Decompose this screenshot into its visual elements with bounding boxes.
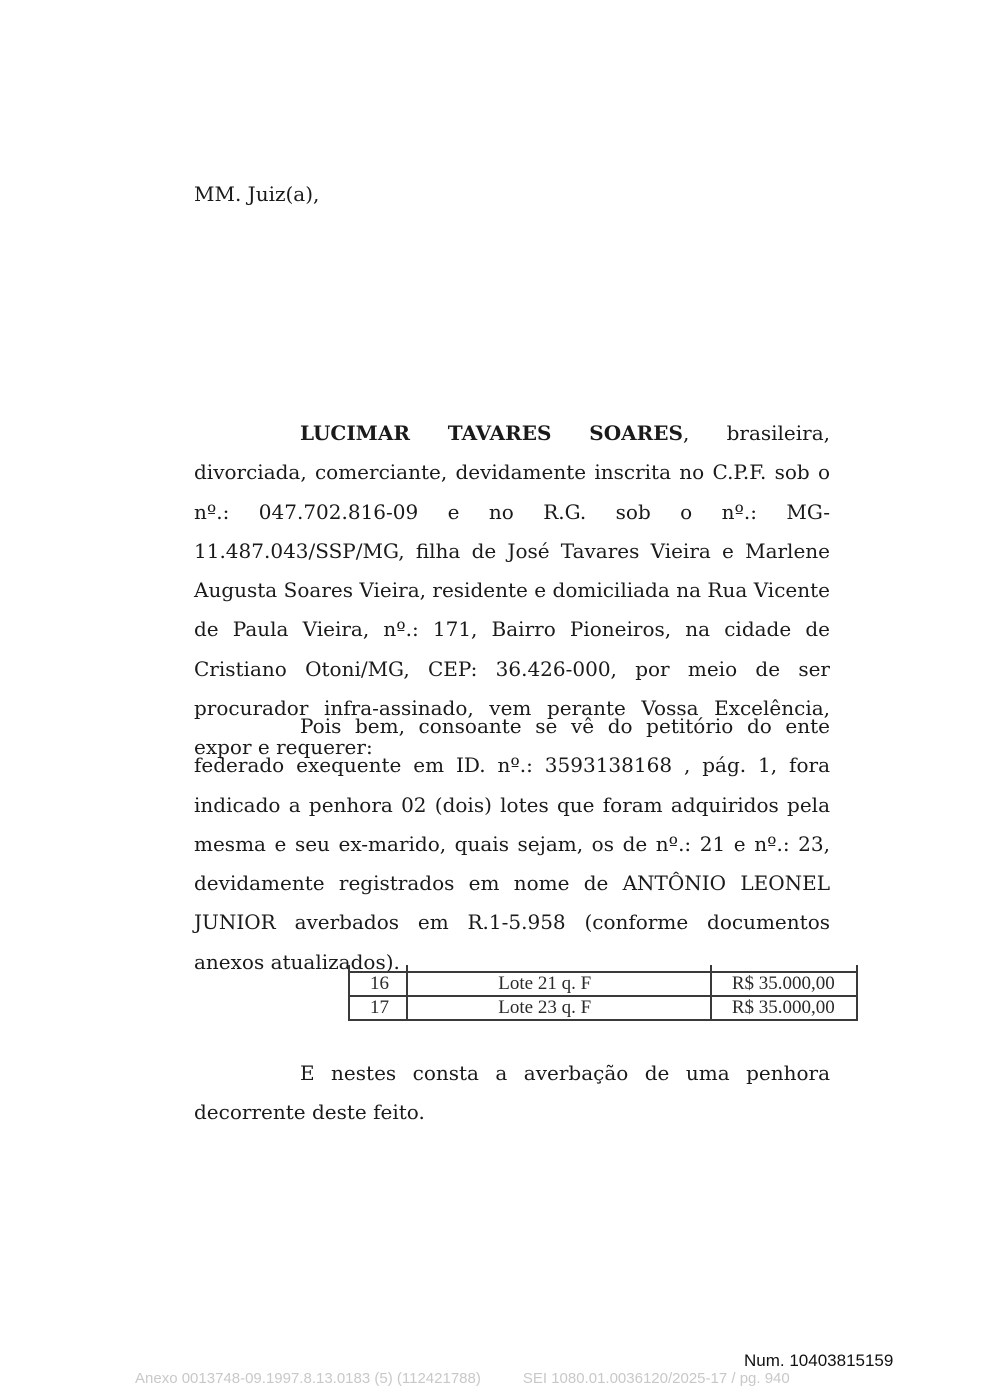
salutation: MM. Juiz(a), [194, 182, 320, 206]
scanned-lots-table [348, 965, 858, 1027]
table-row-cut [349, 965, 857, 972]
lot-description: Lote 23 q. F [407, 996, 711, 1020]
table-row [349, 996, 857, 1020]
lot-value: R$ 35.000,00 [711, 972, 857, 996]
sei-reference: SEI 1080.01.0036120/2025-17 / pg. 940 [522, 1370, 790, 1387]
lots-table [348, 965, 858, 1021]
qualification-text: , brasileira, divorciada, comerciante, devidamente inscrita no C.P.F. sob o nº.: 047.702.816-09 e no R.G. sob o nº.: MG-11.487.043/SSP/MG, filha de José Tavares Vieira e Marlene Augusta Soares Vieira, residente e domiciliada na Rua Vicente de Paula Vieira, nº.: 171, Bairro Pioneiros, na cidade de Cristiano Otoni/MG, CEP: 36.426-000, por meio de ser procurador infra-assinado, vem perante Vossa Excelência, expor e requerer: [194, 421, 830, 760]
annex-reference: Anexo 0013748-09.1997.8.13.0183 (5) (112421788) [135, 1370, 481, 1387]
document-number: Num. 10403815159 [744, 1351, 894, 1370]
lot-value: R$ 35.000,00 [711, 996, 857, 1020]
table-row [349, 972, 857, 996]
lot-description: Lote 21 q. F [407, 972, 711, 996]
party-name: LUCIMAR TAVARES SOARES [300, 421, 683, 445]
footer-watermark [135, 1370, 790, 1387]
attachment-paragraph: E nestes consta a averbação de uma penhora decorrente deste feito. [194, 1061, 830, 1125]
lot-number: 17 [349, 996, 407, 1020]
lot-number: 16 [349, 972, 407, 996]
facts-paragraph: Pois bem, consoante se vê do petitório do ente federado exequente em ID. nº.: 3593138168 , pág. 1, fora indicado a penhora 02 (dois) lotes que foram adquiridos pela mesma e seu ex-marido, quais sejam, os de nº.: 21 e nº.: 23, devidamente registrados em nome de ANTÔNIO LEONEL JUNIOR averbados em R.1-5.958 (conforme documentos anexos atualizados). [194, 714, 830, 974]
